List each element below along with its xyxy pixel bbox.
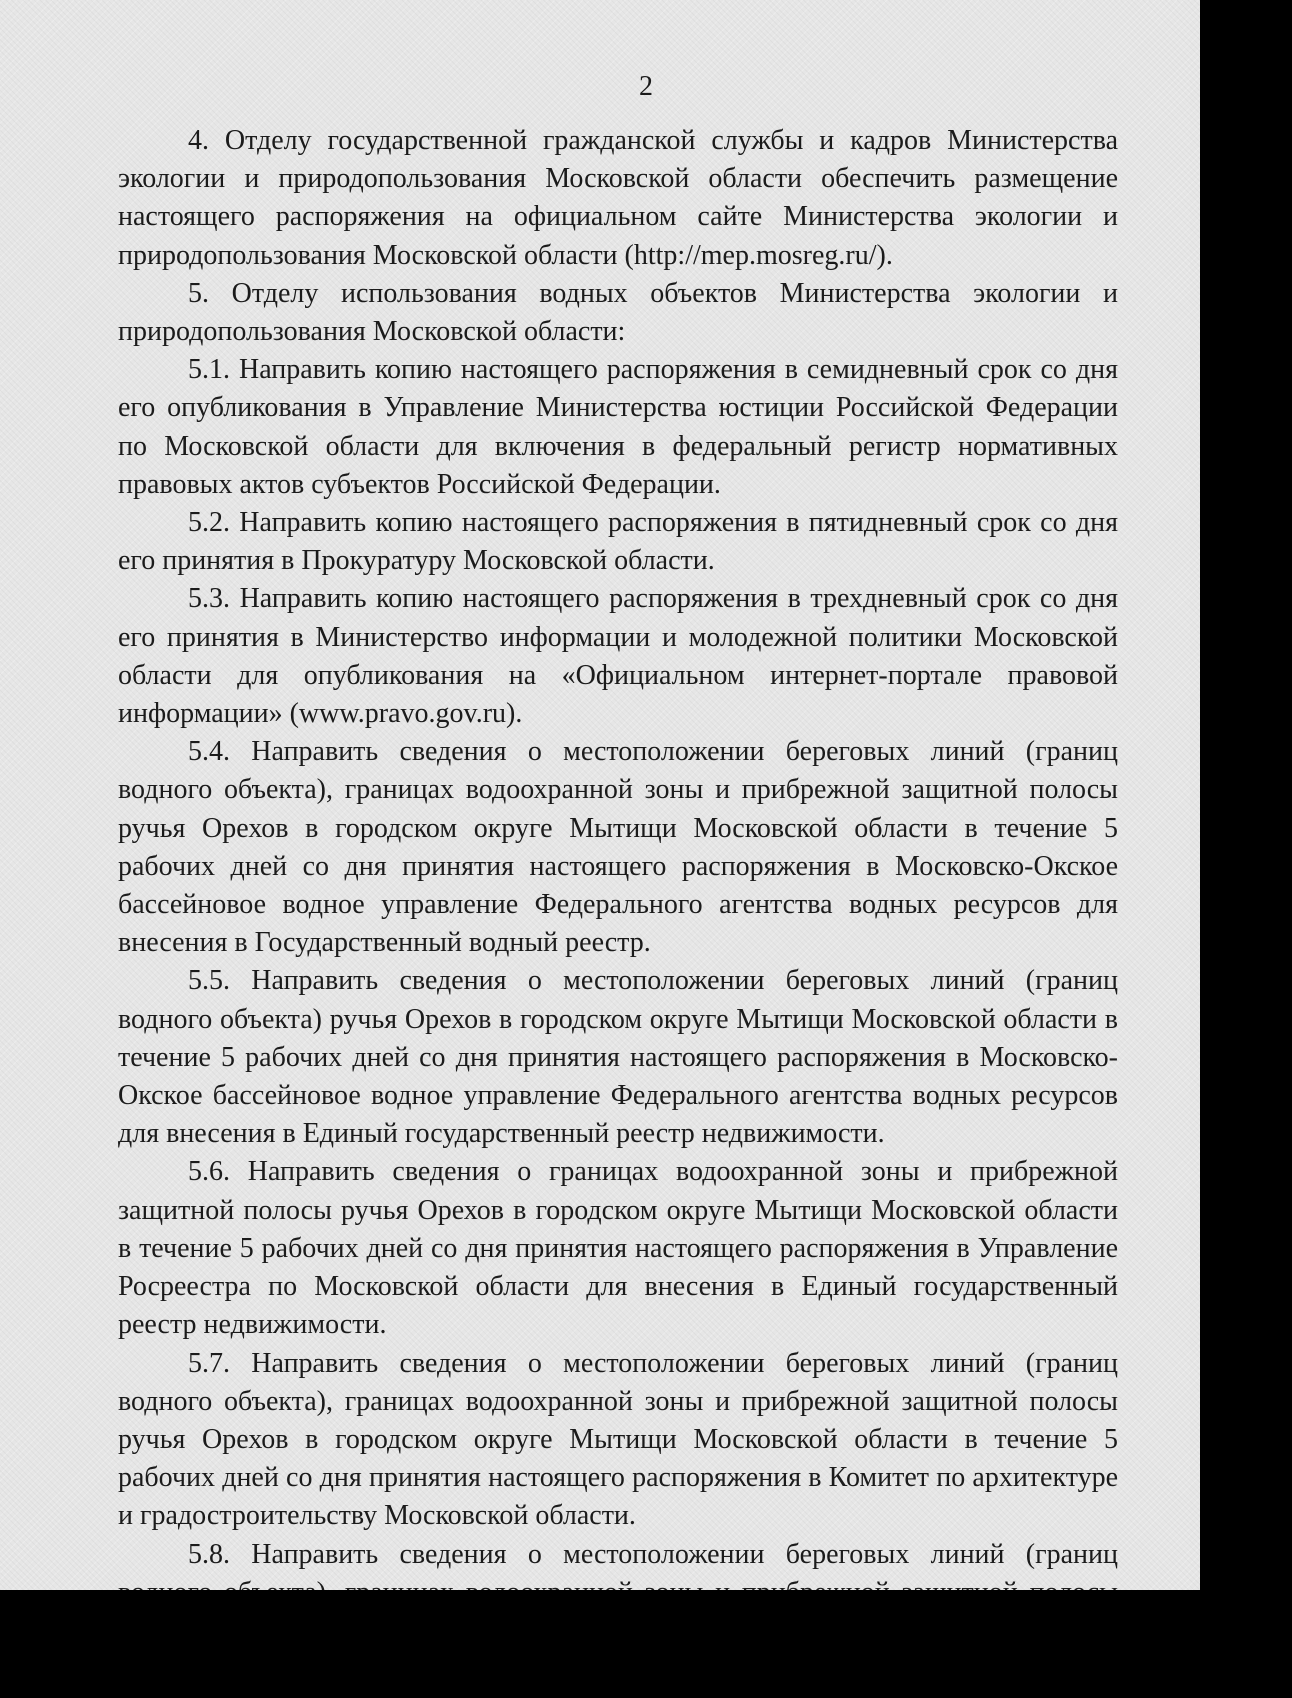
paragraph-5-2: 5.2. Направить копию настоящего распоряжения в пятидневный срок со дня его принятия в Прокуратуру Московской области. xyxy=(118,507,1118,577)
paragraph-5: 5. Отделу использования водных объектов Министерства экологии и природопользования Московской области: xyxy=(118,277,1118,348)
paragraph-4: 4. Отделу государственной гражданской службы и кадров Министерства экологии и природопользования Московской области обеспечить размещение настоящего распоряжения на официальном сайте Министерства экологии и природопользования Московской области (http://mep.mosreg.ru/). xyxy=(118,125,1118,271)
scan-bottom-border xyxy=(0,1590,1200,1698)
paragraph-5-6: 5.6. Направить сведения о границах водоохранной зоны и прибрежной защитной полосы ручья Орехов в городском округе Мытищи Московской области в течение 5 рабочих дней со дня принятия настоящего распоряжения в Управление Росреестра по Московской области для внесения в Единый государственный реестр недвижимости. xyxy=(118,1156,1118,1341)
paragraph-5-4: 5.4. Направить сведения о местоположении береговых линий (границ водного объекта), границах водоохранной зоны и прибрежной защитной полосы ручья Орехов в городском округе Мытищи Московской области в течение 5 рабочих дней со дня принятия настоящего распоряжения в Московско-Окское бассейновое водное управление Федерального агентства водных ресурсов для внесения в Государственный водный реестр. xyxy=(118,736,1118,959)
paragraph-5-1: 5.1. Направить копию настоящего распоряжения в семидневный срок со дня его опубликования в Управление Министерства юстиции Российской Федерации по Московской области для включения в федеральный регистр нормативных правовых актов субъектов Российской Федерации. xyxy=(118,354,1118,500)
paragraph-5-8: 5.8. Направить сведения о местоположении береговых линий (границ xyxy=(188,1538,1118,1570)
paragraph-5-3: 5.3. Направить копию настоящего распоряжения в трехдневный срок со дня его принятия в Министерство информации и молодежной политики Московской области для опубликования на «Официальном интернет-портале правовой информации» (www.pravo.gov.ru). xyxy=(118,583,1118,730)
paragraph-5-7: 5.7. Направить сведения о местоположении береговых линий (границ водного объекта), границах водоохранной зоны и прибрежной защитной полосы ручья Орехов в городском округе Мытищи Московской области в течение 5 рабочих дней со дня принятия настоящего распоряжения в Комитет по архитектуре и градостроительству Московской области. xyxy=(118,1347,1118,1532)
document-body xyxy=(118,122,1118,1612)
page-number: 2 xyxy=(639,71,653,102)
paragraph-5-5: 5.5. Направить сведения о местоположении береговых линий (границ водного объекта) ручья Орехов в городском округе Мытищи Московской области в течение 5 рабочих дней со дня принятия настоящего распоряжения в Московско-Окское бассейновое водное управление Федерального агентства водных ресурсов для внесения в Единый государственный реестр недвижимости. xyxy=(118,965,1118,1150)
